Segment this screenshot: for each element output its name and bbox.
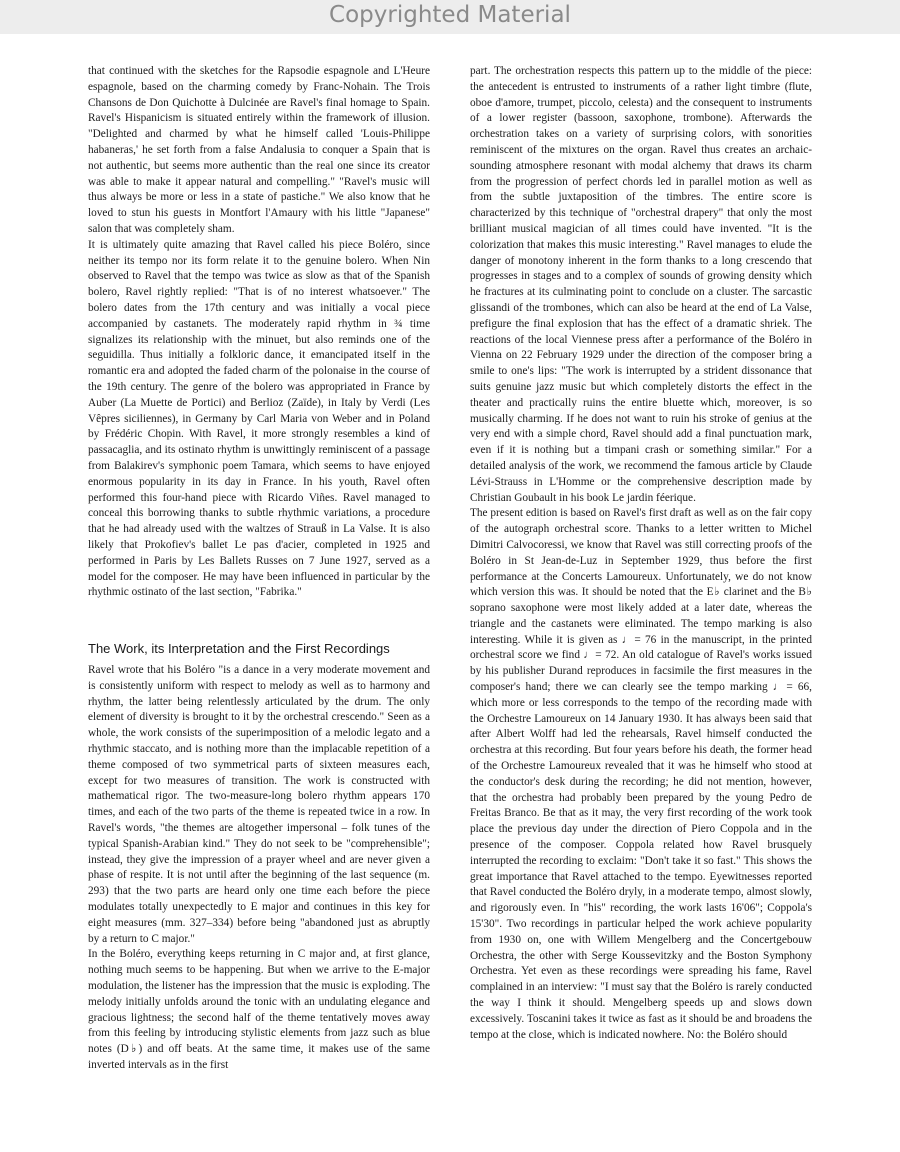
paragraph: part. The orchestration respects this pattern up to the middle of the piece: the antecedent is entrusted to instruments of a rather light timbre (flute, oboe d'amore, trumpet, piccolo, celesta) and the consequent to instruments of a lower register (bassoon, saxophone, trombone). Afterwards the orchestration takes on a variety of surprising colors, with sonorities reminiscent of the mixtures on the organ. Ravel thus creates an archaic-sounding atmosphere resonant with modal alchemy that draws its charm from the progression of perfect chords led in parallel motion as well as from the subtle juxtaposition of the timbres. The entire score is characterized by this technique of "orchestral drapery" that only the most brilliant musical magician of all times could have invented. "It is the colorization that makes this music interesting." Ravel manages to elude the danger of monotony inherent in the form thanks to a long crescendo that progresses in stages and to a complex of sounds of growing density which he fractures at its culminating point to conclude on a cluster. The sarcastic glissandi of the trombones, which can also be heard at the end of La Valse, prefigure the final explosion that has the effect of a dramatic shriek. The reactions of the local Viennese press after a performance of the Boléro in Vienna on 22 February 1929 under the direction of the composer bring a smile to one's lips: "The work is interrupted by a strident dissonance that suits genuine jazz music but which completely distorts the effect in the theater and practically ruins the entire bluette which, moreover, is so musically charming. If he does not want to ruin his stroke of genius at the very end with a simple chord, Ravel should add a final punctuation mark, even if it is nothing but a timpani crash or something similar." For a detailed analysis of the work, we recommend the famous article by Claude Lévi-Strauss in L'Homme or the comprehensive description made by Christian Goubault in his book Le jardin féerique. xyxy=(470,65,812,504)
paragraph: that continued with the sketches for the Rapsodie espagnole and L'Heure espagnole, based on the charming comedy by Franc-Nohain. The Trois Chansons de Don Quichotte à Dulcinée are Ravel's final homage to Spain. Ravel's Hispanicism is situated entirely within the framework of illusion. "Delighted and charmed by what he himself called 'Louis-Philippe habaneras,' he set forth from a false Andalusia to conquer a Spain that is not authentic, but seems more authentic than the real one since its creator was able to make it appear natural and compelling." "Ravel's music will thus always be more or less in a state of pastiche." We also know that he loved to stun his guests in Montfort l'Amaury with his little "Japanese" salon that was completely sham. xyxy=(88,65,430,235)
right-column xyxy=(470,64,812,1084)
left-column xyxy=(88,64,430,1084)
paragraph: Ravel wrote that his Boléro "is a dance in a very moderate movement and is consistently uniform with respect to melody as well as to harmony and rhythm, the latter being relentlessly articulated by the drum. The only element of diversity is brought to it by the orchestral crescendo." Seen as a whole, the work consists of the superimposition of a melodic legato and a rhythmic staccato, and is nothing more than the implacable repetition of a theme composed of two symmetrical parts of sixteen measures each, except for two measures of transition. The work is constructed with mathematical rigor. The two-measure-long bolero rhythm appears 170 times, and each of the two parts of the theme is repeated twice in a row. In Ravel's words, "the themes are altogether impersonal – folk tunes of the typical Spanish-Arabian kind." They do not seek to be "comprehensible"; instead, they give the impression of a prayer wheel and are never given a phase of respite. It is not until after the beginning of the last sequence (m. 293) that the two parts are heard only one time each before the piece modulates totally unexpectedly to E major and continues in this key for eight measures (mm. 327–334) before being "abandoned just as abruptly by a return to C major." xyxy=(88,664,430,945)
paragraph: It is ultimately quite amazing that Ravel called his piece Boléro, since neither its tempo nor its form relate it to the genuine bolero. When Nin observed to Ravel that the tempo was twice as slow as that of the Spanish bolero, Ravel rightly replied: "That is of no interest whatsoever." The bolero dates from the 17th century and was initially a vocal piece accompanied by castanets. The moderately rapid rhythm in ¾ time signalizes its relationship with the minuet, but also reminds one of the seguidilla. Thus initially a folkloric dance, it emancipated itself in the romantic era and adopted the faded charm of the polonaise in the course of the 19th century. The genre of the bolero was appropriated in France by Auber (La Muette de Portici) and Berlioz (Zaïde), in Italy by Verdi (Les Vêpres siciliennes), in Germany by Carl Maria von Weber and in Poland by Frédéric Chopin. With Ravel, it more strongly resembles a kind of passacaglia, and its ostinato rhythm is unwittingly reminiscent of a passage from Balakirev's symphonic poem Tamara, which seems to have enjoyed enormous popularity in its day in France. In his youth, Ravel often performed this four-hand piece with Ricardo Viñes. Ravel managed to conceal this borrowing thanks to subtle rhythmic variations, a procedure that he had already used with the waltzes of Strauß in La Valse. It is also likely that Prokofiev's ballet Le pas d'acier, completed in 1925 and performed in Paris by Les Ballets Russes on 7 June 1927, served as a model for the composer. He may have been influenced in particular by the rhythmic ostinato of the last section, "Fabrika." xyxy=(88,238,430,599)
paragraph: In the Boléro, everything keeps returning in C major and, at first glance, nothing much seems to be happening. But when we arrive to the E-major modulation, the listener has the impression that the music is exploding. The melody initially unfolds around the tonic with an undulating elegance and gracious lightness; the second half of the theme tentatively moves away from this feeling by introducing stylistic elements from jazz such as blue notes (D♭) and off beats. At the same time, it makes use of the same inverted intervals as in the first xyxy=(88,948,430,1072)
copyright-watermark: Copyrighted Material xyxy=(0,0,900,34)
section-heading: The Work, its Interpretation and the First Recordings xyxy=(88,641,390,657)
paragraph: The present edition is based on Ravel's first draft as well as on the fair copy of the autograph orchestral score. Thanks to a letter written to Michel Dimitri Calvocoressi, we know that Ravel was still correcting proofs of the Boléro in St Jean-de-Luz in September 1929, thus before the first performance at the Concerts Lamoureux. Unfortunately, we do not know which version this was. It should be noted that the E♭ clarinet and the B♭ soprano saxophone were most likely added at a later date, whereas the triangle and the castanets were eliminated. The tempo marking is also interesting. While it is given as ♩= 76 in the manuscript, in the printed orchestral score we find ♩= 72. An old catalogue of Ravel's works issued by his publisher Durand reproduces in facsimile the first measures in the composer's hand; there we can clearly see the tempo marking ♩= 66, which more or less corresponds to the tempo of the recording made with the Orchestre Lamoureux on 14 January 1930. It has always been said that after Albert Wolff had led the rehearsals, Ravel himself conducted the orchestra at this recording. But four years before his death, the former head of the Orchestre Lamoureux revealed that it was he himself who stood at the conductor's desk during the recording; he did not mention, however, that the orchestra had probably been prepared by the young Pedro de Freitas Branco. Be that as it may, the very first recording of the work took place the previous day under the direction of Piero Coppola and in the presence of the composer. Coppola related how Ravel brusquely interrupted the recording to exclaim: "Don't take it so fast." This shows the great importance that Ravel attached to the tempo. Eyewitnesses reported that Ravel conducted the Boléro dryly, in a moderate tempo, almost slowly, and rigorously even. In "his" recording, the work lasts 16'06"; Coppola's 15'30". Two recordings in particular helped the work achieve popularity from 1930 on, one with Willem Mengelberg and the Concertgebouw Orchestra, the other with Serge Koussevitzky and the Boston Symphony Orchestra. Yet even as these recordings were spreading his fame, Ravel complained in an interview: "I must say that the Boléro is rarely conducted the way I think it should. Mengelberg speeds up and slows down excessively. Toscanini takes it twice as fast as it should be and broadens the tempo at the close, which is indicated nowhere. No: the Boléro should xyxy=(470,507,812,1041)
